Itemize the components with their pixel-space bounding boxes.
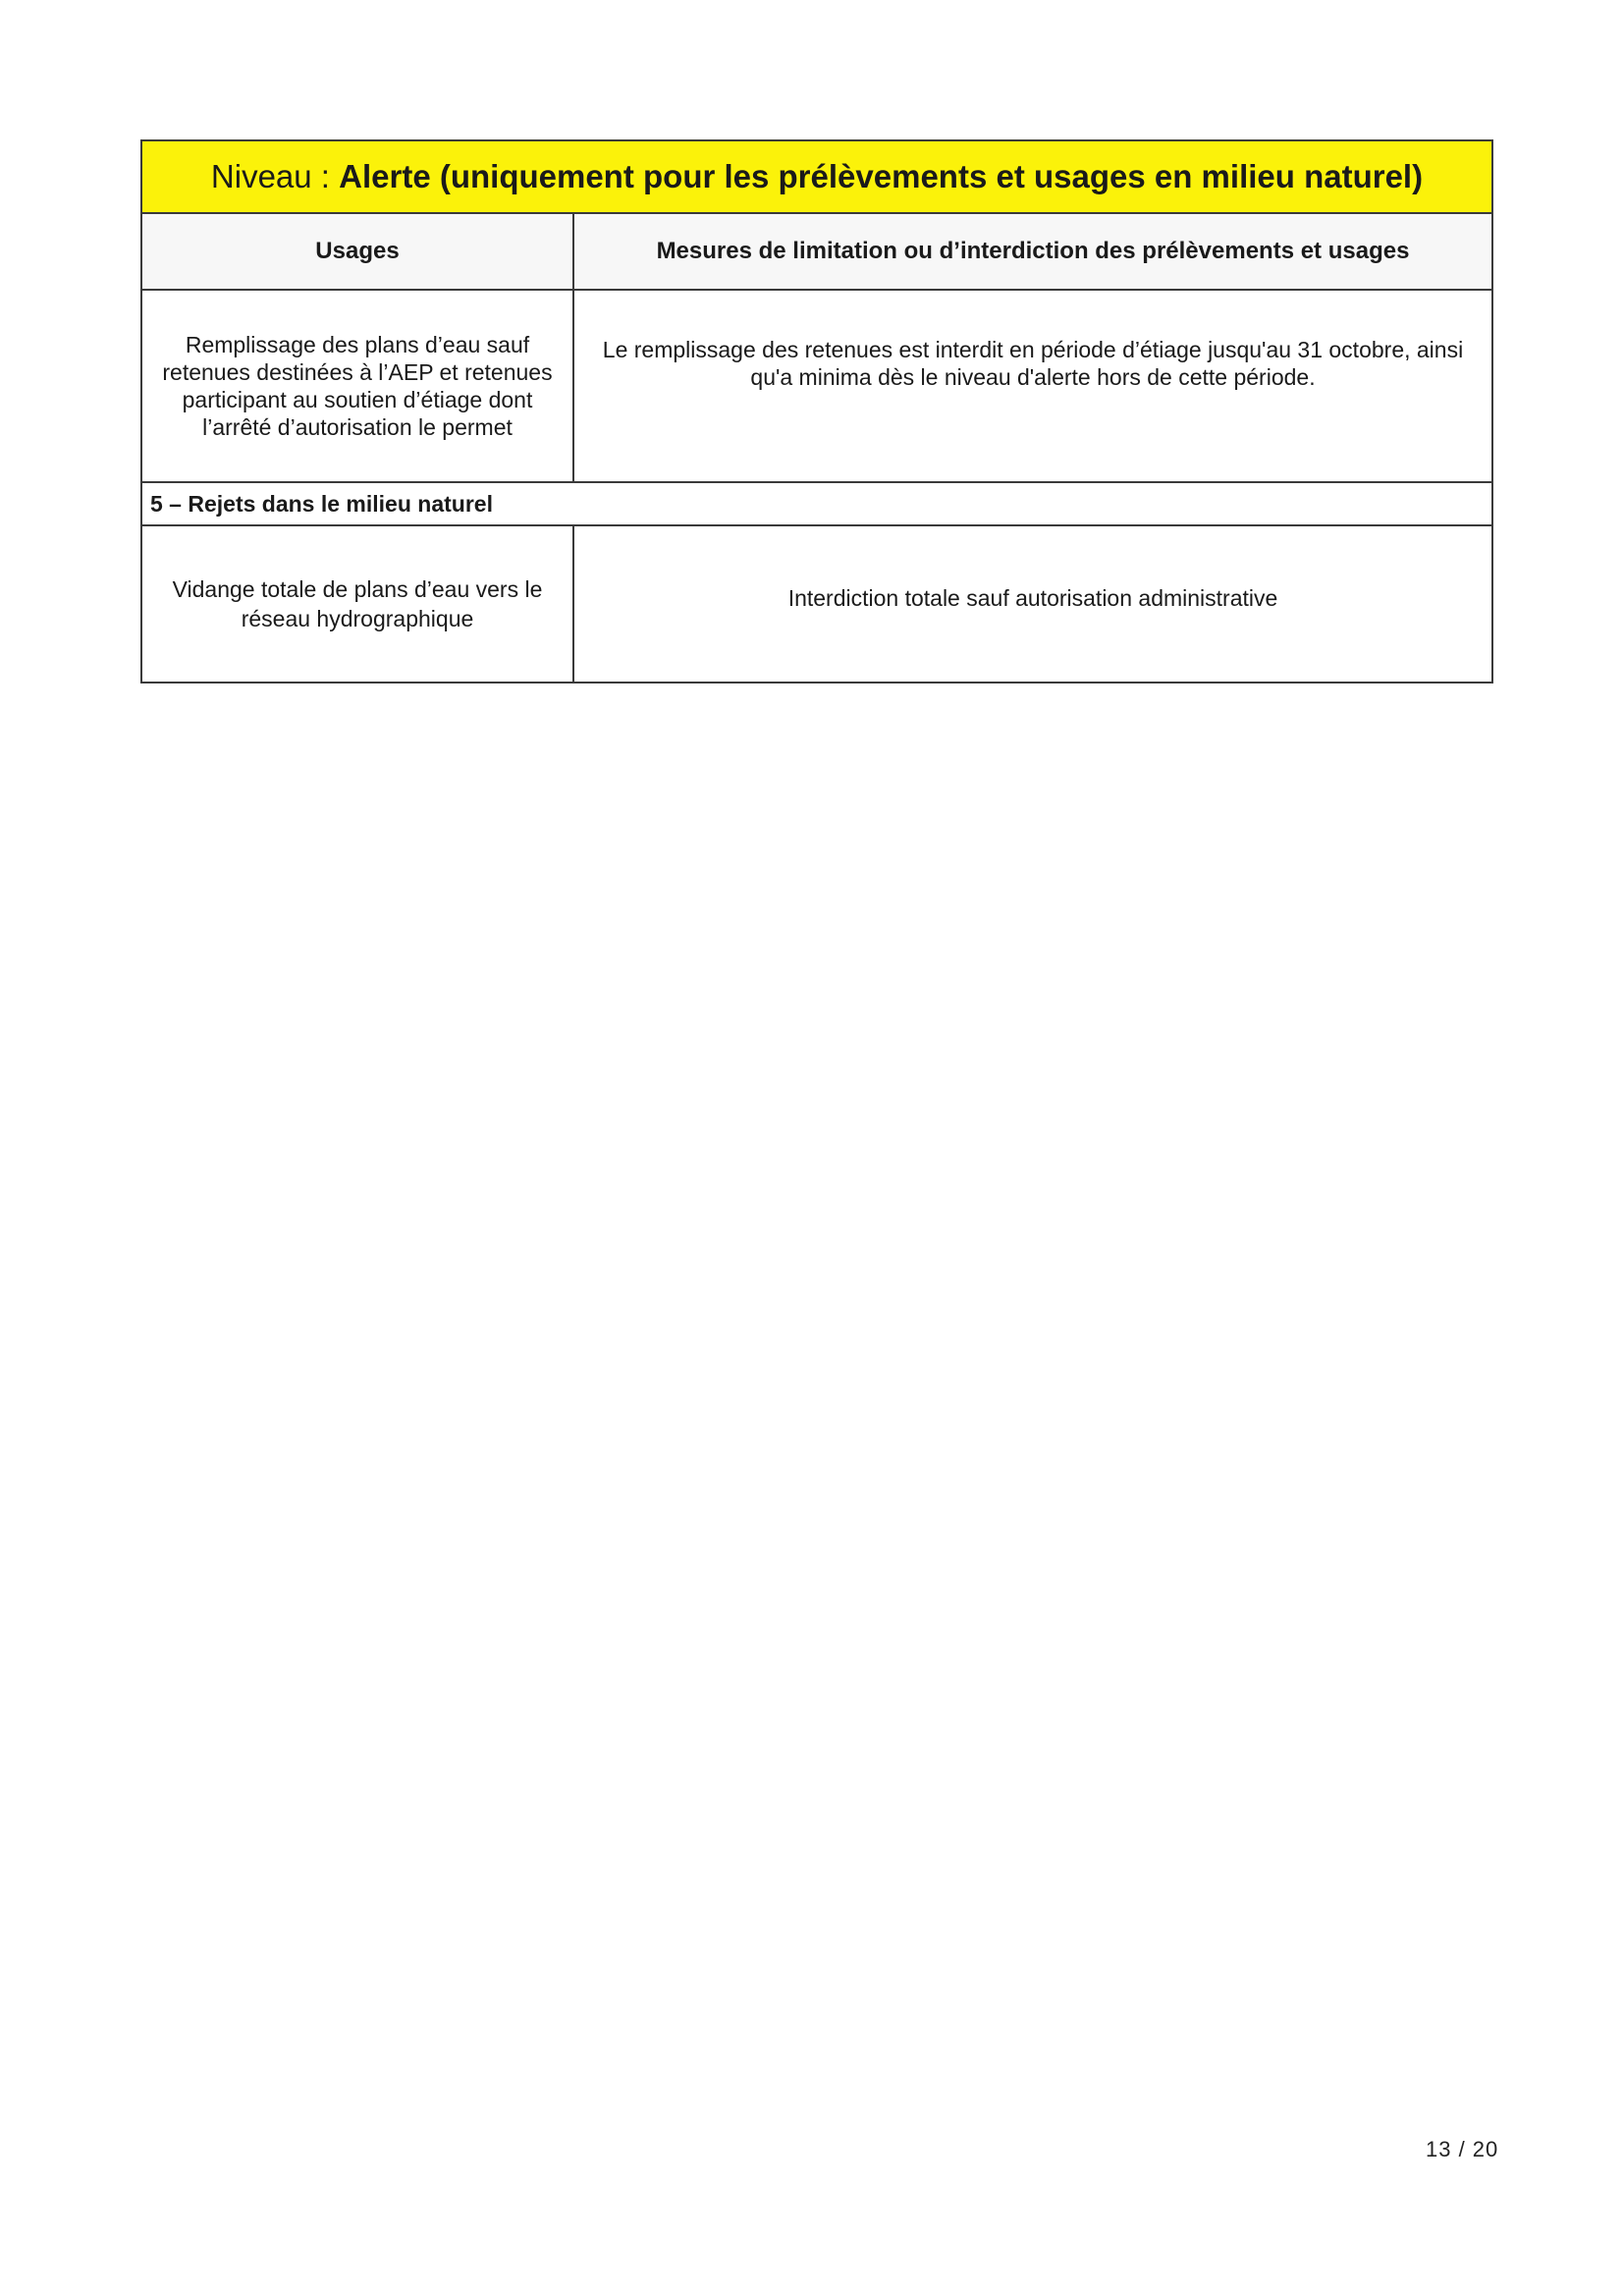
table-header-row xyxy=(142,214,1491,291)
level-title xyxy=(142,141,1491,214)
page-number: 13 / 20 xyxy=(1426,2137,1499,2161)
mesure-cell: Le remplissage des retenues est interdit en période d’étiage jusqu'au 31 octobre, ainsi qu'a minima dès le niveau d'alerte hors de cette période. xyxy=(602,337,1464,390)
header-mesures: Mesures de limitation ou d’interdiction des prélèvements et usages xyxy=(574,214,1491,289)
table-row xyxy=(142,291,1491,483)
mesure-cell: Interdiction totale sauf autorisation administrative xyxy=(787,585,1278,611)
table-row xyxy=(142,526,1491,682)
restrictions-table xyxy=(140,139,1493,683)
usage-cell: Vidange totale de plans d’eau vers le réseau hydrographique xyxy=(142,526,574,682)
level-title-emphasis: Alerte (uniquement pour les prélèvements et usages en milieu naturel) xyxy=(339,158,1424,194)
section-heading: 5 – Rejets dans le milieu naturel xyxy=(142,483,1491,526)
level-title-prefix: Niveau : xyxy=(210,158,330,194)
header-usages: Usages xyxy=(142,214,574,289)
usage-cell: Remplissage des plans d’eau sauf retenues destinées à l’AEP et retenues participant au soutien d’étiage dont l’arrêté d’autorisation le permet xyxy=(142,291,574,481)
